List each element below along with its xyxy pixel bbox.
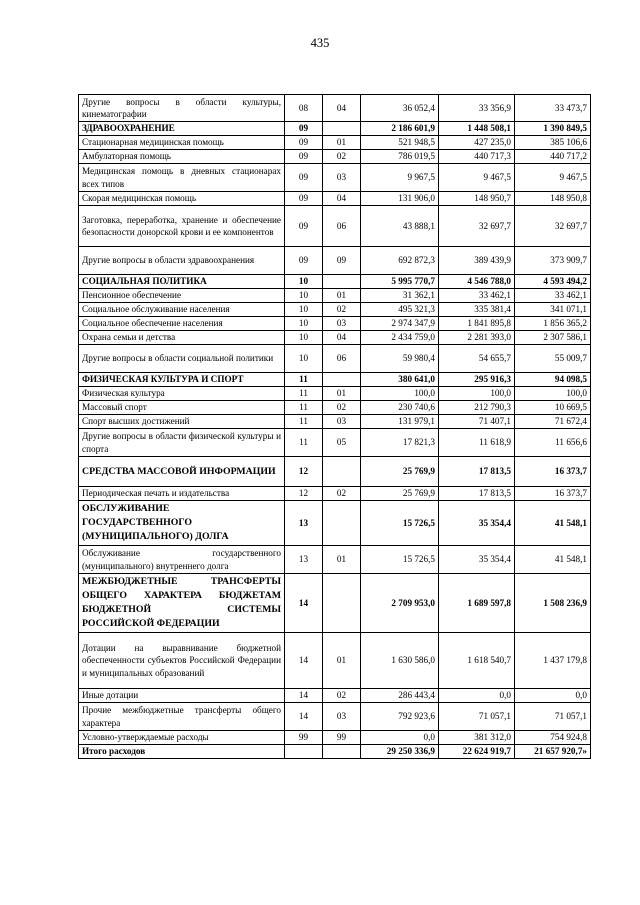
- section-code: 13: [285, 546, 323, 574]
- amount-year2: 148 950,7: [439, 192, 515, 206]
- subsection-code: 03: [323, 317, 361, 331]
- amount-year1: 286 443,4: [361, 689, 439, 703]
- section-code: 09: [285, 164, 323, 192]
- section-code: 11: [285, 401, 323, 415]
- section-code: 10: [285, 303, 323, 317]
- amount-year3: 754 924,8: [515, 731, 591, 745]
- row-name: Пенсионное обеспечение: [79, 289, 285, 303]
- table-row: [79, 633, 591, 689]
- amount-year1: 25 769,9: [361, 487, 439, 501]
- amount-year2: 1 448 508,1: [439, 122, 515, 136]
- table-row: [79, 703, 591, 731]
- amount-year3: 16 373,7: [515, 487, 591, 501]
- subsection-code: 04: [323, 95, 361, 122]
- section-code: 09: [285, 247, 323, 275]
- amount-year3: 0,0: [515, 689, 591, 703]
- row-name: Условно-утверждаемые расходы: [79, 731, 285, 745]
- amount-year1: 2 709 953,0: [361, 574, 439, 633]
- amount-year3: 21 657 920,7»: [515, 745, 591, 759]
- amount-year1: 25 769,9: [361, 457, 439, 487]
- subsection-code: [323, 457, 361, 487]
- section-code: 14: [285, 689, 323, 703]
- section-code: 09: [285, 192, 323, 206]
- subsection-code: [323, 574, 361, 633]
- subsection-code: 06: [323, 345, 361, 373]
- table-row: [79, 387, 591, 401]
- page-number: 435: [310, 36, 330, 50]
- row-name: ФИЗИЧЕСКАЯ КУЛЬТУРА И СПОРТ: [79, 373, 285, 387]
- subsection-code: 03: [323, 415, 361, 429]
- section-code: 09: [285, 150, 323, 164]
- amount-year3: 2 307 586,1: [515, 331, 591, 345]
- amount-year2: 440 717,3: [439, 150, 515, 164]
- subsection-code: 03: [323, 703, 361, 731]
- amount-year2: 35 354,4: [439, 546, 515, 574]
- amount-year1: 43 888,1: [361, 206, 439, 247]
- row-name: Другие вопросы в области социальной политики: [79, 345, 285, 373]
- amount-year3: 71 057,1: [515, 703, 591, 731]
- row-name: Прочие межбюджетные трансферты общего характера: [79, 703, 285, 731]
- subsection-code: [323, 275, 361, 289]
- amount-year1: 521 948,5: [361, 136, 439, 150]
- row-name: Массовый спорт: [79, 401, 285, 415]
- amount-year2: 33 462,1: [439, 289, 515, 303]
- row-name: Заготовка, переработка, хранение и обеспечение безопасности донорской крови и ее компонентов: [79, 206, 285, 247]
- section-row: [79, 122, 591, 136]
- amount-year3: 41 548,1: [515, 546, 591, 574]
- amount-year2: 11 618,9: [439, 429, 515, 457]
- amount-year3: 1 390 849,5: [515, 122, 591, 136]
- section-code: 09: [285, 122, 323, 136]
- section-code: 14: [285, 633, 323, 689]
- amount-year1: 131 906,0: [361, 192, 439, 206]
- row-name: Обслуживание государственного (муниципального) внутреннего долга: [79, 546, 285, 574]
- table-row: [79, 164, 591, 192]
- table-row: [79, 689, 591, 703]
- row-name: Другие вопросы в области культуры, кинематографии: [79, 95, 285, 122]
- subsection-code: 02: [323, 401, 361, 415]
- section-code: 10: [285, 345, 323, 373]
- section-code: [285, 745, 323, 759]
- amount-year3: 94 098,5: [515, 373, 591, 387]
- amount-year3: 33 462,1: [515, 289, 591, 303]
- section-code: 10: [285, 331, 323, 345]
- amount-year2: 22 624 919,7: [439, 745, 515, 759]
- amount-year1: 230 740,6: [361, 401, 439, 415]
- table-row: [79, 487, 591, 501]
- table-row: [79, 206, 591, 247]
- section-code: 11: [285, 387, 323, 401]
- amount-year2: 1 841 895,8: [439, 317, 515, 331]
- row-name: Дотации на выравнивание бюджетной обеспеченности субъектов Российской Федерации и муниципальных образований: [79, 633, 285, 689]
- section-code: 10: [285, 275, 323, 289]
- row-name: Периодическая печать и издательства: [79, 487, 285, 501]
- amount-year1: 15 726,5: [361, 501, 439, 546]
- row-name: ОБСЛУЖИВАНИЕ ГОСУДАРСТВЕННОГО (МУНИЦИПАЛЬНОГО) ДОЛГА: [79, 501, 285, 546]
- subsection-code: 06: [323, 206, 361, 247]
- amount-year3: 32 697,7: [515, 206, 591, 247]
- amount-year2: 100,0: [439, 387, 515, 401]
- amount-year2: 17 813,5: [439, 457, 515, 487]
- row-name: МЕЖБЮДЖЕТНЫЕ ТРАНСФЕРТЫ ОБЩЕГО ХАРАКТЕРА БЮДЖЕТАМ БЮДЖЕТНОЙ СИСТЕМЫ РОССИЙСКОЙ ФЕДЕРАЦИИ: [79, 574, 285, 633]
- amount-year3: 41 548,1: [515, 501, 591, 546]
- amount-year3: 71 672,4: [515, 415, 591, 429]
- subsection-code: 01: [323, 546, 361, 574]
- subsection-code: [323, 501, 361, 546]
- subsection-code: 02: [323, 303, 361, 317]
- amount-year2: 427 235,0: [439, 136, 515, 150]
- table-row: [79, 731, 591, 745]
- table-row: [79, 289, 591, 303]
- row-name: Итого расходов: [79, 745, 285, 759]
- amount-year2: 295 916,3: [439, 373, 515, 387]
- amount-year2: 9 467,5: [439, 164, 515, 192]
- section-code: 09: [285, 136, 323, 150]
- section-row: [79, 574, 591, 633]
- amount-year1: 100,0: [361, 387, 439, 401]
- table-row: [79, 136, 591, 150]
- row-name: Социальное обслуживание населения: [79, 303, 285, 317]
- amount-year1: 792 923,6: [361, 703, 439, 731]
- table-row: [79, 415, 591, 429]
- section-code: 12: [285, 457, 323, 487]
- amount-year2: 33 356,9: [439, 95, 515, 122]
- table-row: [79, 317, 591, 331]
- amount-year1: 131 979,1: [361, 415, 439, 429]
- subsection-code: 03: [323, 164, 361, 192]
- subsection-code: 01: [323, 136, 361, 150]
- total-row: [79, 745, 591, 759]
- amount-year3: 373 909,7: [515, 247, 591, 275]
- section-row: [79, 501, 591, 546]
- amount-year2: 71 057,1: [439, 703, 515, 731]
- subsection-code: 04: [323, 331, 361, 345]
- section-code: 14: [285, 703, 323, 731]
- table-row: [79, 401, 591, 415]
- amount-year3: 55 009,7: [515, 345, 591, 373]
- amount-year1: 495 321,3: [361, 303, 439, 317]
- row-name: Иные дотации: [79, 689, 285, 703]
- amount-year3: 1 856 365,2: [515, 317, 591, 331]
- amount-year2: 0,0: [439, 689, 515, 703]
- subsection-code: 02: [323, 487, 361, 501]
- amount-year1: 692 872,3: [361, 247, 439, 275]
- amount-year2: 32 697,7: [439, 206, 515, 247]
- amount-year3: 341 071,1: [515, 303, 591, 317]
- amount-year3: 10 669,5: [515, 401, 591, 415]
- section-code: 11: [285, 415, 323, 429]
- amount-year3: 16 373,7: [515, 457, 591, 487]
- subsection-code: 02: [323, 689, 361, 703]
- amount-year2: 71 407,1: [439, 415, 515, 429]
- amount-year2: 4 546 788,0: [439, 275, 515, 289]
- row-name: Стационарная медицинская помощь: [79, 136, 285, 150]
- amount-year1: 0,0: [361, 731, 439, 745]
- section-code: 10: [285, 289, 323, 303]
- amount-year2: 54 655,7: [439, 345, 515, 373]
- subsection-code: 09: [323, 247, 361, 275]
- amount-year3: 9 467,5: [515, 164, 591, 192]
- subsection-code: 02: [323, 150, 361, 164]
- subsection-code: [323, 745, 361, 759]
- section-code: 11: [285, 429, 323, 457]
- row-name: СРЕДСТВА МАССОВОЙ ИНФОРМАЦИИ: [79, 457, 285, 487]
- table-row: [79, 331, 591, 345]
- subsection-code: 05: [323, 429, 361, 457]
- amount-year2: 381 312,0: [439, 731, 515, 745]
- amount-year3: 4 593 494,2: [515, 275, 591, 289]
- subsection-code: [323, 122, 361, 136]
- amount-year1: 31 362,1: [361, 289, 439, 303]
- subsection-code: 01: [323, 387, 361, 401]
- row-name: Спорт высших достижений: [79, 415, 285, 429]
- amount-year2: 35 354,4: [439, 501, 515, 546]
- table-row: [79, 546, 591, 574]
- amount-year3: 33 473,7: [515, 95, 591, 122]
- amount-year1: 2 974 347,9: [361, 317, 439, 331]
- section-code: 99: [285, 731, 323, 745]
- amount-year1: 17 821,3: [361, 429, 439, 457]
- section-row: [79, 457, 591, 487]
- section-code: 11: [285, 373, 323, 387]
- row-name: СОЦИАЛЬНАЯ ПОЛИТИКА: [79, 275, 285, 289]
- amount-year3: 100,0: [515, 387, 591, 401]
- amount-year1: 59 980,4: [361, 345, 439, 373]
- row-name: Другие вопросы в области физической культуры и спорта: [79, 429, 285, 457]
- section-code: 12: [285, 487, 323, 501]
- subsection-code: 01: [323, 289, 361, 303]
- row-name: Амбулаторная помощь: [79, 150, 285, 164]
- subsection-code: 99: [323, 731, 361, 745]
- amount-year2: 17 813,5: [439, 487, 515, 501]
- amount-year1: 2 434 759,0: [361, 331, 439, 345]
- amount-year2: 1 618 540,7: [439, 633, 515, 689]
- row-name: Другие вопросы в области здравоохранения: [79, 247, 285, 275]
- budget-table: [78, 94, 591, 759]
- amount-year3: 1 437 179,8: [515, 633, 591, 689]
- row-name: Медицинская помощь в дневных стационарах всех типов: [79, 164, 285, 192]
- section-row: [79, 373, 591, 387]
- amount-year2: 335 381,4: [439, 303, 515, 317]
- budget-table-body: [79, 95, 591, 759]
- amount-year3: 148 950,8: [515, 192, 591, 206]
- section-code: 14: [285, 574, 323, 633]
- section-code: 10: [285, 317, 323, 331]
- section-code: 13: [285, 501, 323, 546]
- section-row: [79, 275, 591, 289]
- amount-year2: 389 439,9: [439, 247, 515, 275]
- subsection-code: 01: [323, 633, 361, 689]
- amount-year3: 11 656,6: [515, 429, 591, 457]
- row-name: ЗДРАВООХРАНЕНИЕ: [79, 122, 285, 136]
- table-row: [79, 247, 591, 275]
- row-name: Физическая культура: [79, 387, 285, 401]
- amount-year2: 2 281 393,0: [439, 331, 515, 345]
- table-row: [79, 429, 591, 457]
- amount-year1: 5 995 770,7: [361, 275, 439, 289]
- amount-year2: 212 790,3: [439, 401, 515, 415]
- amount-year1: 15 726,5: [361, 546, 439, 574]
- amount-year1: 2 186 601,9: [361, 122, 439, 136]
- amount-year2: 1 689 597,8: [439, 574, 515, 633]
- section-code: 09: [285, 206, 323, 247]
- subsection-code: [323, 373, 361, 387]
- section-code: 08: [285, 95, 323, 122]
- amount-year3: 440 717,2: [515, 150, 591, 164]
- amount-year1: 380 641,0: [361, 373, 439, 387]
- amount-year1: 29 250 336,9: [361, 745, 439, 759]
- table-row: [79, 303, 591, 317]
- amount-year3: 1 508 236,9: [515, 574, 591, 633]
- subsection-code: 04: [323, 192, 361, 206]
- row-name: Охрана семьи и детства: [79, 331, 285, 345]
- amount-year3: 385 106,6: [515, 136, 591, 150]
- amount-year1: 1 630 586,0: [361, 633, 439, 689]
- table-row: [79, 192, 591, 206]
- table-row: [79, 345, 591, 373]
- table-row: [79, 150, 591, 164]
- amount-year1: 36 052,4: [361, 95, 439, 122]
- row-name: Скорая медицинская помощь: [79, 192, 285, 206]
- row-name: Социальное обеспечение населения: [79, 317, 285, 331]
- amount-year1: 9 967,5: [361, 164, 439, 192]
- table-row: [79, 95, 591, 122]
- amount-year1: 786 019,5: [361, 150, 439, 164]
